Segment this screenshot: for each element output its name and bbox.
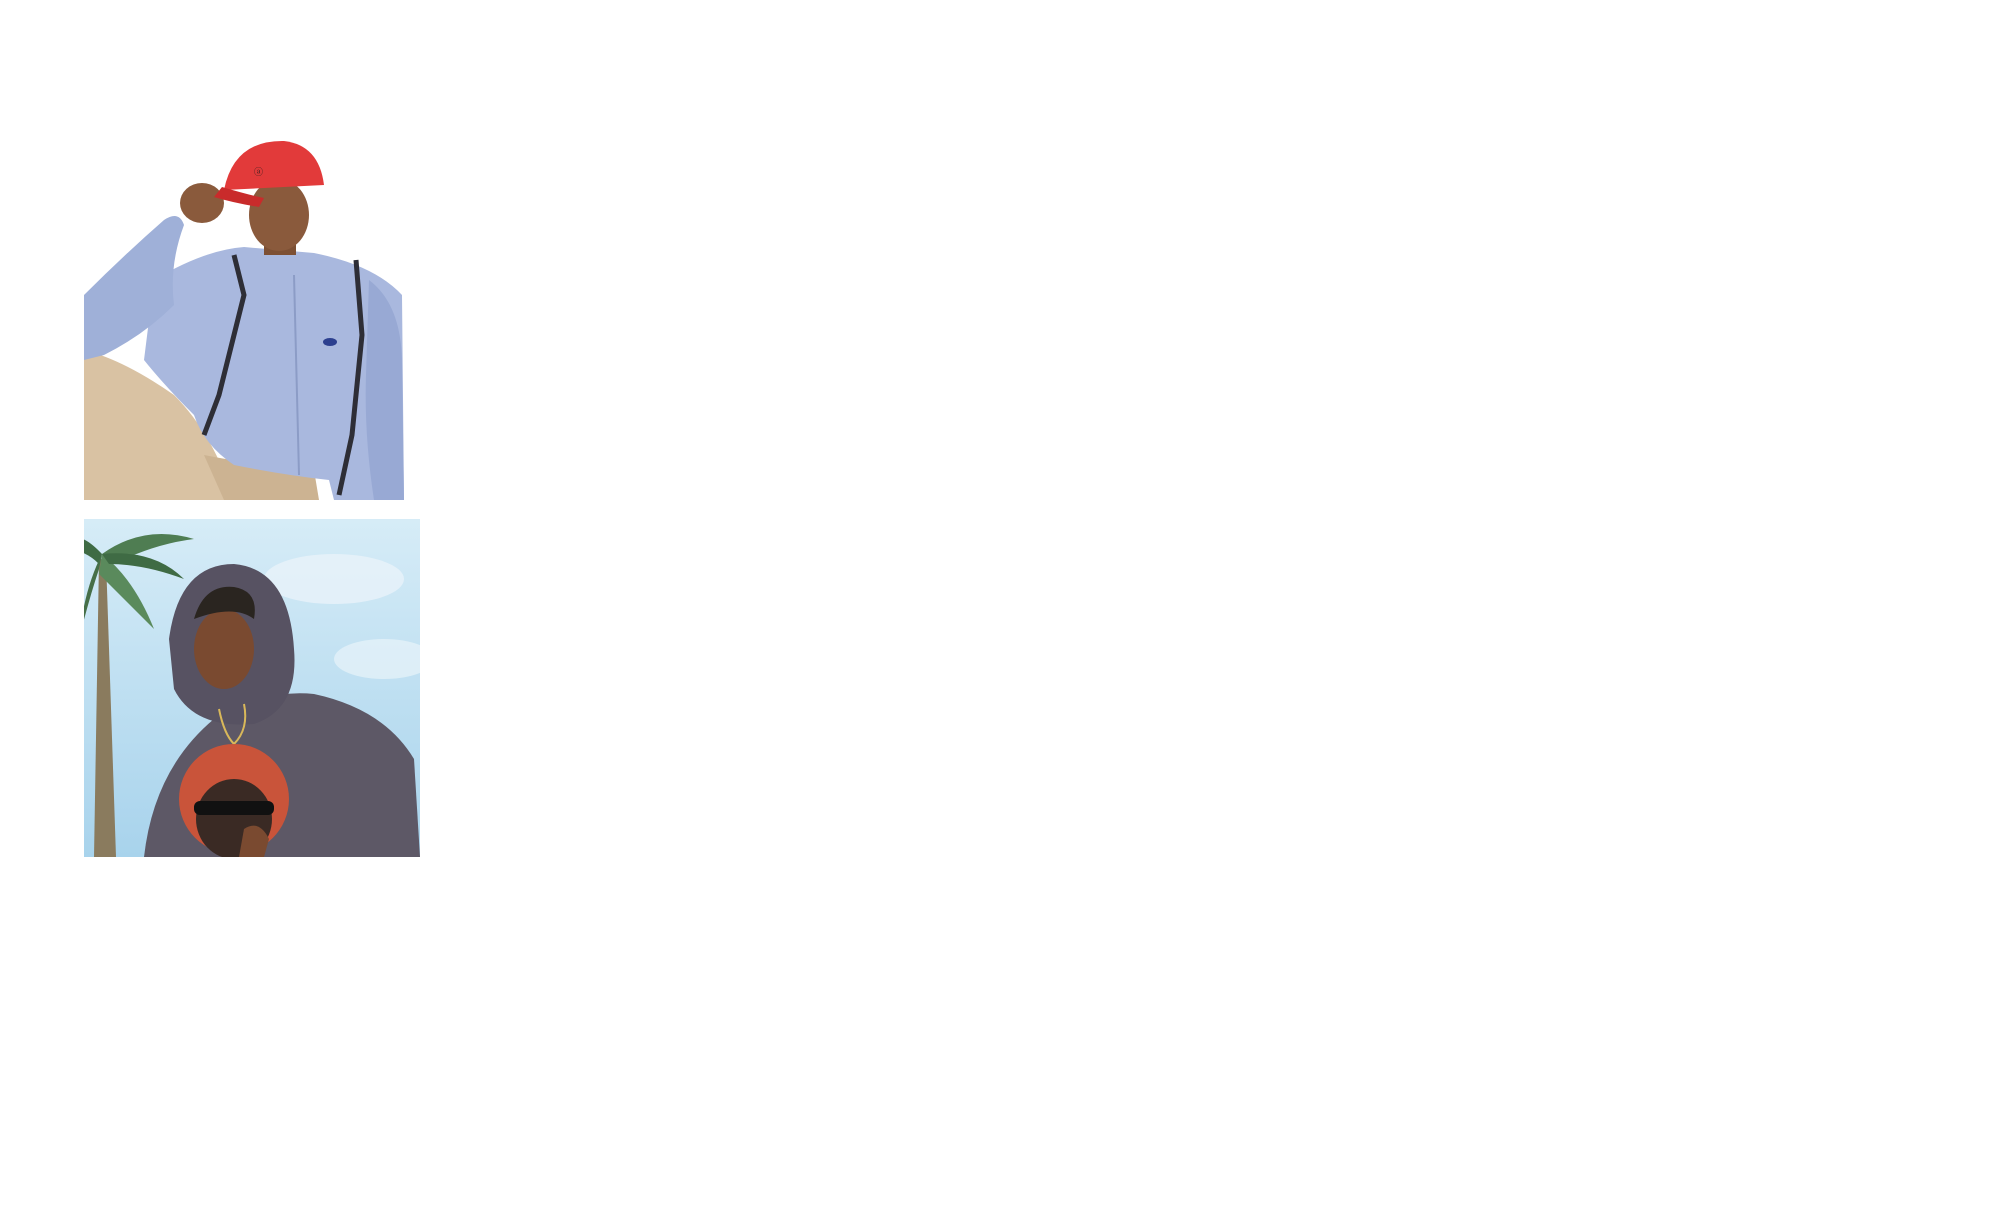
product-photo-red-cap-man[interactable]	[84, 135, 404, 500]
photo-red-cap-man-image	[84, 135, 404, 500]
product-photo-hoodie-man[interactable]	[84, 519, 420, 857]
photo-hoodie-man-image	[84, 519, 420, 857]
svg-text:ⓐ: ⓐ	[254, 168, 264, 178]
